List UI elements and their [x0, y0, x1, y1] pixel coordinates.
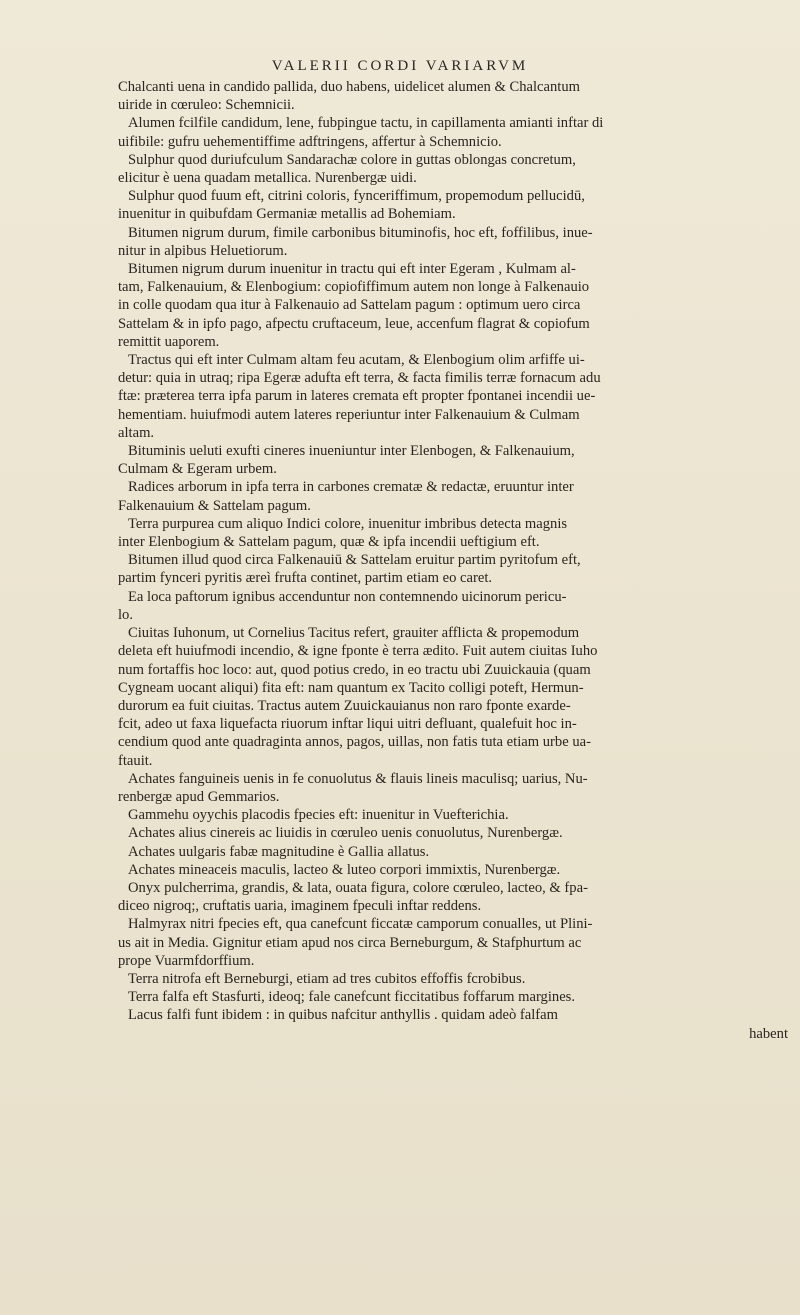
text-line: habent [749, 1025, 788, 1042]
text-line: deleta eft huiufmodi incendio, & igne fponte è terra ædito. Fuit autem ciuitas Iuho [118, 643, 598, 660]
text-line: Achates uulgaris fabæ magnitudine è Gallia allatus. [128, 843, 430, 860]
text-line: Onyx pulcherrima, grandis, & lata, ouata figura, colore cœruleo, lacteo, & fpa- [128, 879, 588, 896]
text-line: Ciuitas Iuhonum, ut Cornelius Tacitus refert, grauiter afflicta & propemodum [128, 625, 580, 642]
text-line: Lacus falfi funt ibidem : in quibus nafcitur anthyllis . quidam adeò falfam [128, 1007, 558, 1024]
text-line: remittit uaporem. [118, 333, 220, 350]
text-line: ftauit. [118, 752, 153, 769]
text-line: Bitumen illud quod circa Falkenauiū & Sattelam eruitur partim pyritofum eft, [128, 552, 581, 569]
text-line: cendium quod ante quadraginta annos, pagos, uillas, non fatis tuta etiam urbe ua- [118, 734, 591, 751]
text-line: us ait in Media. Gignitur etiam apud nos circa Berneburgum, & Stafphurtum ac [118, 934, 582, 951]
text-line: in colle quodam qua itur à Falkenauio ad Sattelam pagum : optimum uero circa [118, 297, 581, 314]
text-line: Bitumen nigrum durum, fimile carbonibus bituminofis, hoc eft, foffilibus, inue- [128, 224, 593, 241]
text-line: Alumen fcilfile candidum, lene, fubpingue tactu, in capillamenta amianti inftar di [128, 115, 604, 132]
text-line: renbergæ apud Gemmarios. [118, 788, 280, 805]
text-line: Cygneam uocant aliqui) fita eft: nam quantum ex Tacito colligi poteft, Hermun- [118, 679, 584, 696]
text-line: Ea loca paftorum ignibus accenduntur non contemnendo uicinorum pericu- [128, 588, 567, 605]
text-line: Terra purpurea cum aliquo Indici colore, inuenitur imbribus detecta magnis [128, 515, 568, 532]
text-line: inuenitur in quibufdam Germaniæ metallis ad Bohemiam. [118, 206, 456, 223]
body-text [118, 78, 798, 1043]
text-line: partim fynceri pyritis æreì frufta continet, partim etiam eo caret. [118, 570, 493, 587]
text-line: uifibile: gufru uehementiffime adftringens, affertur à Schemnicio. [118, 133, 502, 150]
text-line: Achates fanguineis uenis in fe conuolutus & flauis lineis maculisq; uarius, Nu- [128, 770, 588, 787]
text-line: Achates alius cinereis ac liuidis in cœruleo uenis conuolutus, Nurenbergæ. [128, 825, 563, 842]
text-line: hementiam. huiufmodi autem lateres reperiuntur inter Falkenauium & Culmam [118, 406, 580, 423]
text-line: Radices arborum in ipfa terra in carbones crematæ & redactæ, eruuntur inter [128, 479, 574, 496]
text-line: durorum ea fuit ciuitas. Tractus autem Zuuickauianus non raro fponte exarde- [118, 697, 571, 714]
text-line: lo. [118, 606, 133, 623]
text-line: Halmyrax nitri fpecies eft, qua canefcunt ficcatæ camporum conualles, ut Plini- [128, 916, 593, 933]
text-line: Tractus qui eft inter Culmam altam feu acutam, & Elenbogium olim arfiffe ui- [128, 352, 585, 369]
text-line: inter Elenbogium & Sattelam pagum, quæ & ipfa incendii ueftigium eft. [118, 534, 540, 551]
text-line: elicitur è uena quadam metallica. Nurenbergæ uidi. [118, 170, 417, 187]
text-line: Falkenauium & Sattelam pagum. [118, 497, 311, 514]
text-line: Terra falfa eft Stasfurti, ideoq; fale canefcunt ficcitatibus foffarum margines. [128, 989, 576, 1006]
text-line: prope Vuarmfdorffium. [118, 952, 255, 969]
text-line: Sattelam & in ipfo pago, afpectu cruftaceum, leue, accenfum flagrat & copiofum [118, 315, 590, 332]
text-line: altam. [118, 424, 155, 441]
text-line: diceo nigroq;, cruftatis uaria, imaginem fpeculi inftar reddens. [118, 898, 482, 915]
text-line: ftæ: præterea terra ipfa parum in lateres cremata eft propter fpontanei incendii ue- [118, 388, 596, 405]
text-line: Gammehu oyychis placodis fpecies eft: inuenitur in Vuefterichia. [128, 807, 509, 824]
text-line: uiride in cœruleo: Schemnicii. [118, 97, 295, 114]
text-line: tam, Falkenauium, & Elenbogium: copiofiffimum autem non longe à Falkenauio [118, 279, 590, 296]
text-line: Terra nitrofa eft Berneburgi, etiam ad tres cubitos effoffis fcrobibus. [128, 970, 526, 987]
running-header: VALERII CORDI VARIARVM [271, 58, 529, 74]
text-line: Achates mineaceis maculis, lacteo & luteo corpori immixtis, Nurenbergæ. [128, 861, 561, 878]
text-line: fcit, adeo ut faxa liquefacta riuorum inftar liqui uitri defluant, qualefuit hoc in- [118, 716, 577, 733]
text-line: nitur in alpibus Heluetiorum. [118, 242, 288, 259]
text-line: Sulphur quod fuum eft, citrini coloris, fynceriffimum, propemodum pellucidū, [128, 188, 585, 205]
text-line: detur: quia in utraq; ripa Egeræ adufta eft terra, & facta fimilis terræ fornacum adu [118, 370, 601, 387]
text-line: Sulphur quod duriufculum Sandarachæ colore in guttas oblongas concretum, [128, 151, 576, 168]
text-line: Culmam & Egeram urbem. [118, 461, 277, 478]
text-line: Bituminis ueluti exufti cineres inueniuntur inter Elenbogen, & Falkenauium, [128, 443, 575, 460]
text-line: Chalcanti uena in candido pallida, duo habens, uidelicet alumen & Chalcantum [118, 79, 580, 95]
text-line: Bitumen nigrum durum inuenitur in tractu qui eft inter Egeram , Kulmam al- [128, 261, 576, 278]
text-line: num fortaffis hoc loco: aut, quod potius credo, in eo tractu ubi Zuuickauia (quam [118, 661, 591, 678]
